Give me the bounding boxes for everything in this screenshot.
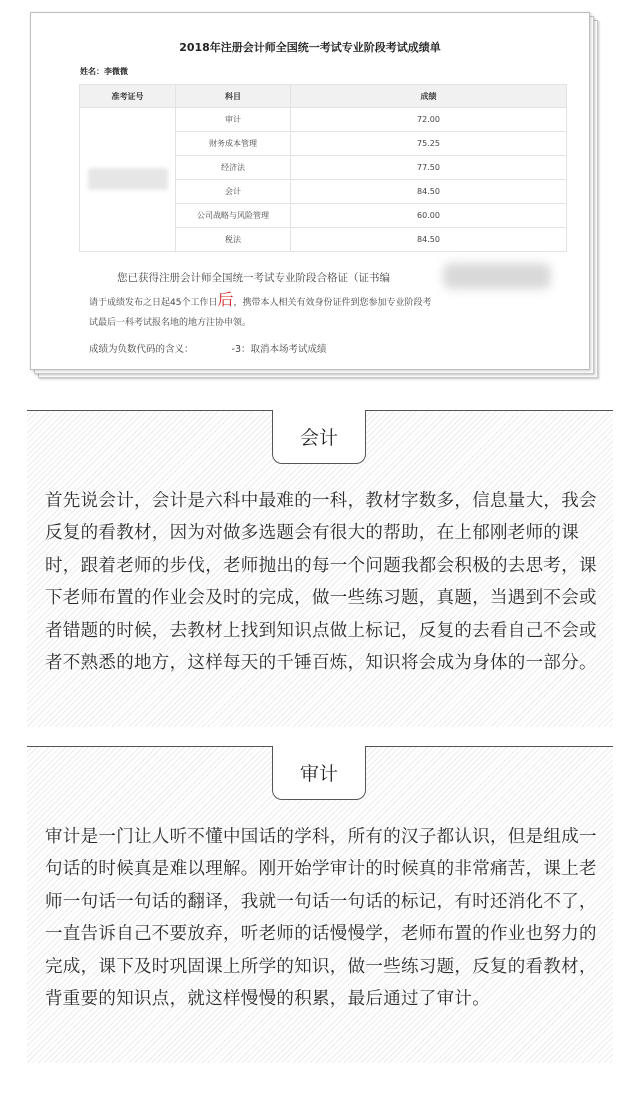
score-cell: 60.00 [291,204,567,228]
score-cell: 84.50 [291,180,567,204]
notice-line-2-end: ，携带本人相关有效身份证件到您参加专业阶段考 [233,298,432,308]
section-tab: 会计 [272,410,366,464]
score-cell: 84.50 [291,228,567,252]
header-score: 成绩 [291,85,567,108]
redacted-certificate-number [443,263,551,289]
subject-cell: 财务成本管理 [176,132,291,156]
negative-code-note [89,341,327,355]
ticket-number-cell [80,108,176,252]
notice-line-2 [89,290,557,313]
section-body: 审计是一门让人听不懂中国话的学科，所有的汉子都认识，但是组成一句话的时候真是难以理解。刚开始学审计的时候真的非常痛苦，课上老师一句话一句话的翻译，我就一句话一句话的标记，有时还消化不了，一直告诉自己不要放弃，听老师的话慢慢学，老师布置的作业也努力的完成，课下及时巩固课上所学的知识，做一些练习题，反复的看教材，背重要的知识点，就这样慢慢的积累，最后通过了审计。 [45,827,597,1010]
negative-code-label: 成绩为负数代码的含义： [89,344,194,355]
section-accounting [27,410,613,727]
highlight-after: 后 [217,290,234,309]
subject-cell: 审计 [176,108,291,132]
subject-cell: 公司战略与风险管理 [176,204,291,228]
header-subject: 科目 [176,85,291,108]
score-sheet [30,12,590,370]
section-tab: 审计 [272,746,366,800]
score-cell: 75.25 [291,132,567,156]
notice-line-1: 您已获得注册会计师全国统一考试专业阶段合格证（证书编 [117,272,390,284]
table-row [80,108,567,132]
score-table-header [80,85,567,108]
notice-line-2-start: 请于成绩发布之日起45个工作日 [89,298,218,308]
subject-cell: 会计 [176,180,291,204]
score-cell: 77.50 [291,156,567,180]
score-cell: 72.00 [291,108,567,132]
score-sheet-image [30,12,590,370]
score-sheet-title: 2018年注册会计师全国统一考试专业阶段考试成绩单 [179,41,441,54]
redacted-ticket-number [88,168,168,190]
notice-line-3: 试最后一科考试报名地的地方注协申领。 [89,318,252,328]
negative-code-value: -3：取消本场考试成绩 [231,344,327,355]
subject-cell: 税法 [176,228,291,252]
section-audit [27,746,613,1063]
header-ticket-number: 准考证号 [80,85,176,108]
candidate-name: 姓名：李微微 [80,67,128,76]
section-body: 首先说会计，会计是六科中最难的一科，教材字数多，信息量大，我会反复的看教材，因为对做多选题会有很大的帮助，在上郁刚老师的课时，跟着老师的步伐，老师抛出的每一个问题我都会积极的去思考，课下老师布置的作业会及时的完成，做一些练习题，真题，当遇到不会或者错题的时候，去教材上找到知识点做上标记，反复的去看自己不会或者不熟悉的地方，这样每天的千锤百炼，知识将会成为身体的一部分。 [45,491,597,674]
subject-cell: 经济法 [176,156,291,180]
score-table [79,84,567,252]
